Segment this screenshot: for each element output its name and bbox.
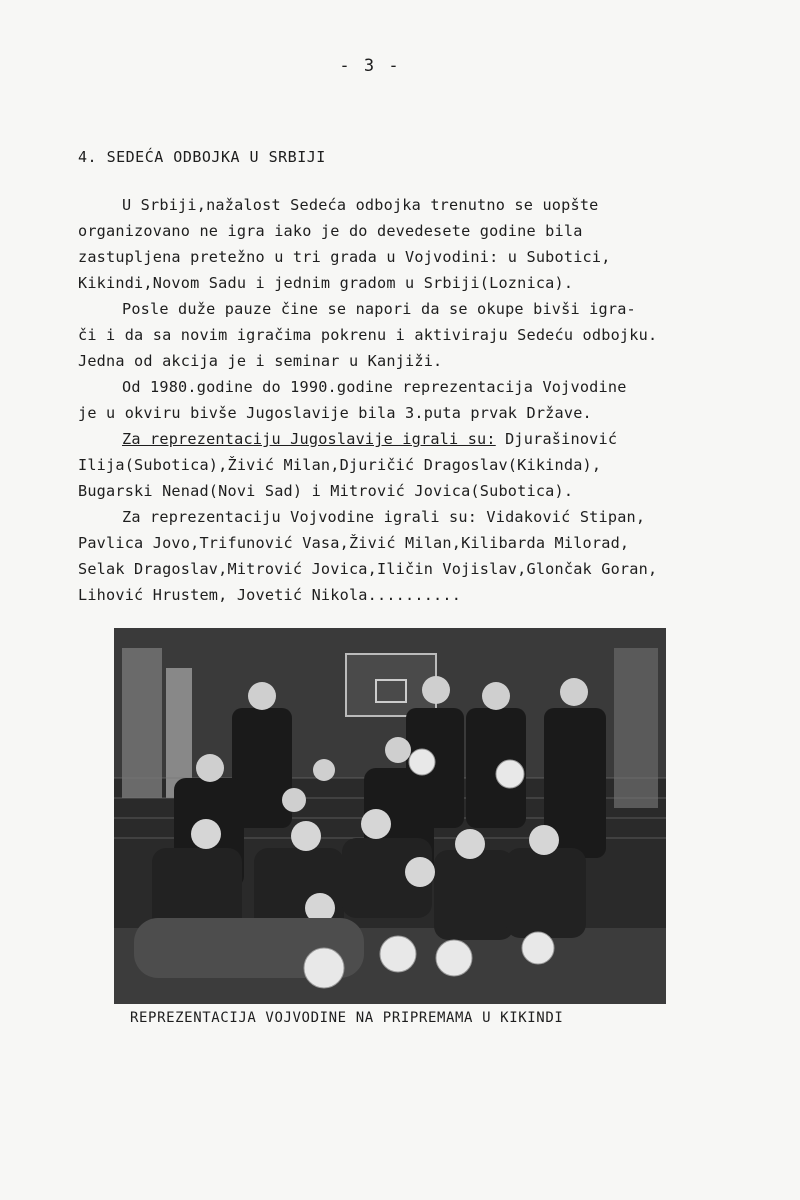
paragraph-2-line-3: Jedna od akcija je i seminar u Kanjiži. (78, 352, 443, 370)
paragraph-4-line-1: Ilija(Subotica),Živić Milan,Djuričić Dragoslav(Kikinda), (78, 456, 602, 474)
paragraph-1-line-3: zastupljena pretežno u tri grada u Vojvodini: u Subotici, (78, 248, 611, 266)
paragraph-1-line-2: organizovano ne igra iako je do devedesete godine bila (78, 222, 583, 240)
paragraph-4-line-2: Bugarski Nenad(Novi Sad) i Mitrović Jovica(Subotica). (78, 482, 574, 500)
photo-caption: REPREZENTACIJA VOJVODINE NA PRIPREMAMA U KIKINDI (130, 1010, 564, 1026)
team-photo (114, 628, 666, 1004)
paragraph-2-line-1: Posle duže pauze čine se napori da se okupe bivši igra- (122, 300, 636, 318)
paragraph-3-line-2: je u okviru bivše Jugoslavije bila 3.puta prvak Države. (78, 404, 592, 422)
paragraph-5-line-1: Za reprezentaciju Vojvodine igrali su: Vidaković Stipan, (122, 508, 646, 526)
section-heading: 4. SEDEĆA ODBOJKA U SRBIJI (78, 148, 326, 166)
paragraph-5-line-3: Selak Dragoslav,Mitrović Jovica,Iličin Vojislav,Glončak Goran, (78, 560, 658, 578)
page-number: - 3 - (339, 56, 401, 76)
yugoslavia-team-lead: Za reprezentaciju Jugoslavije igrali su: (122, 430, 496, 448)
paragraph-3-line-1: Od 1980.godine do 1990.godine reprezentacija Vojvodine (122, 378, 627, 396)
paragraph-1-line-4: Kikindi,Novom Sadu i jednim gradom u Srbiji(Loznica). (78, 274, 574, 292)
body-text (78, 192, 768, 608)
paragraph-1-line-1: U Srbiji,nažalost Sedeća odbojka trenutno se uopšte (122, 196, 599, 214)
paragraph-4-lead (78, 426, 768, 452)
team-photo-illustration (114, 628, 666, 1004)
paragraph-2-line-2: či i da sa novim igračima pokrenu i aktiviraju Sedeću odbojku. (78, 326, 658, 344)
yugoslavia-team-lead-rest: Djurašinović (495, 430, 618, 448)
paragraph-5-line-2: Pavlica Jovo,Trifunović Vasa,Živić Milan,Kilibarda Milorad, (78, 534, 630, 552)
paragraph-5-line-4: Lihović Hrustem, Jovetić Nikola.......... (78, 586, 462, 604)
